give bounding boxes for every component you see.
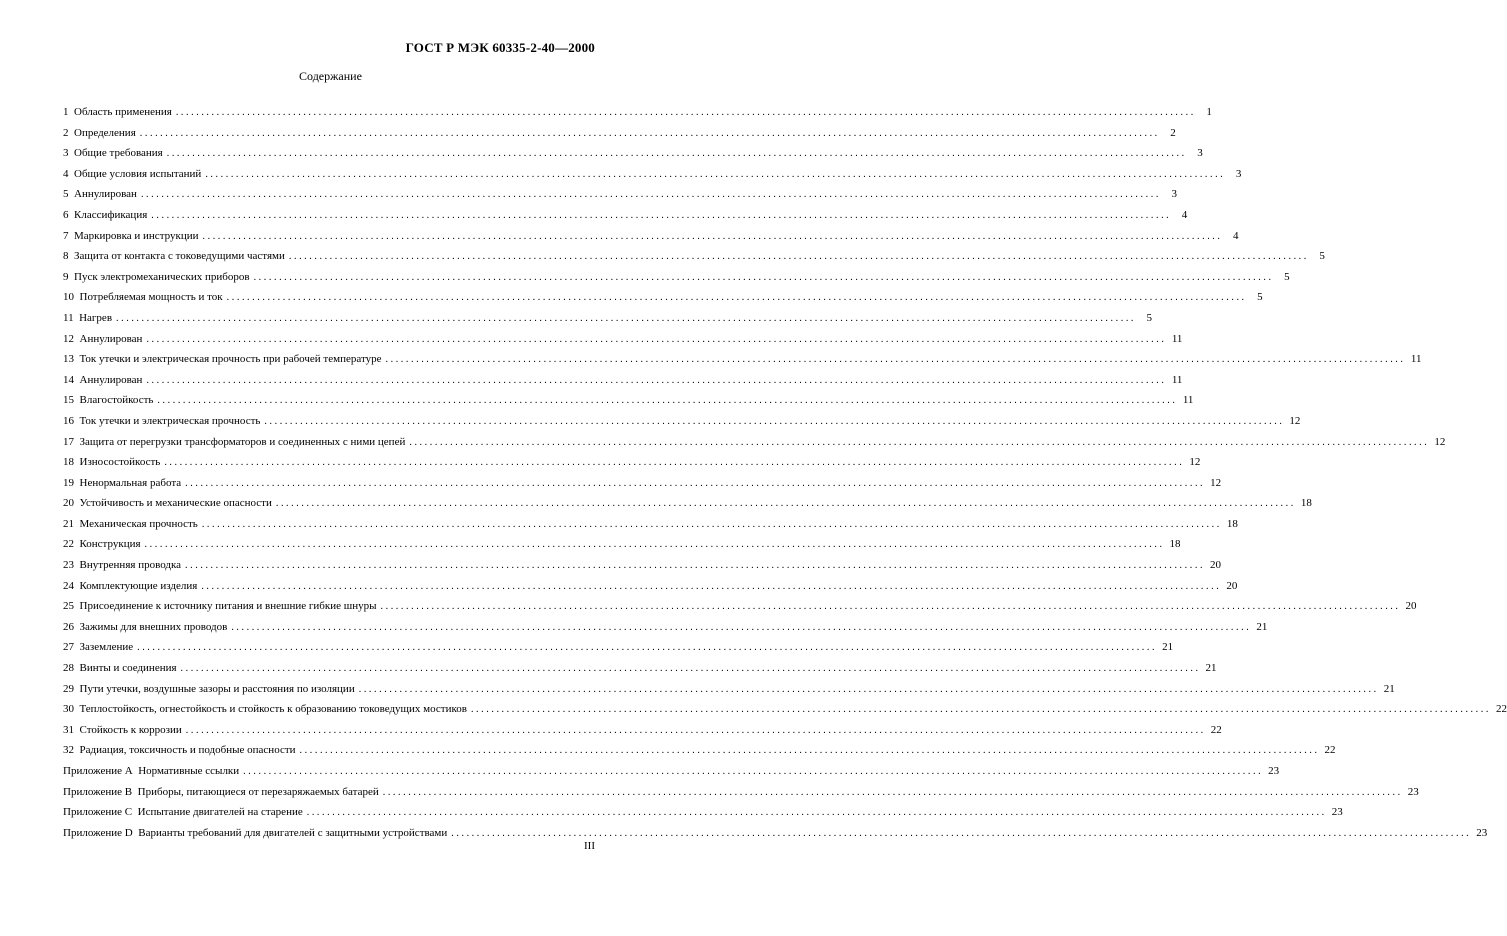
toc-entry-page: 18	[1226, 517, 1238, 530]
toc-entry-title: Аннулирован	[74, 188, 137, 201]
toc-entry-page: 5	[1319, 250, 1325, 263]
toc-entry	[63, 555, 1222, 576]
toc-entry-title: Присоединение к источнику питания и внешние гибкие шнуры	[79, 600, 377, 613]
toc-entry-title: Область применения	[74, 106, 172, 118]
toc-entry-title: Зажимы для внешних проводов	[79, 620, 228, 633]
toc-leader-dots: ........................................................................................................................................................................................................	[144, 539, 1165, 551]
toc-entry-number: 32	[63, 744, 74, 757]
toc-entry-page: 22	[1324, 744, 1336, 757]
toc-entry-page: 20	[1210, 559, 1222, 572]
toc-entry-number: 12	[63, 332, 74, 345]
toc-entry-title: Устойчивость и механические опасности	[79, 497, 272, 510]
toc-entry-title: Механическая прочность	[79, 517, 198, 530]
toc-entry	[63, 699, 1507, 720]
toc-entry	[63, 308, 1153, 329]
toc-entry-title: Ток утечки и электрическая прочность	[79, 414, 261, 427]
toc-leader-dots: ........................................................................................................................................................................................................	[243, 766, 1264, 777]
toc-entry	[63, 164, 1242, 185]
toc-entry-title: Аннулирован	[79, 373, 143, 386]
toc-entry	[63, 514, 1238, 535]
toc-entry-page: 23	[1407, 785, 1419, 798]
toc-leader-dots: ........................................................................................................................................................................................................	[180, 663, 1201, 675]
toc-leader-dots: ........................................................................................................................................................................................................	[358, 683, 1379, 695]
toc-leader-dots: ........................................................................................................................................................................................................	[185, 560, 1206, 572]
toc-leader-dots: ........................................................................................................................................................................................................	[299, 745, 1320, 757]
toc-entry-page: 20	[1405, 600, 1417, 613]
toc-leader-dots: ........................................................................................................................................................................................................	[385, 354, 1406, 366]
toc-entry-title: Теплостойкость, огнестойкость и стойкость к образованию токоведущих мостиков	[79, 703, 467, 716]
toc-entry-number: 8	[63, 250, 69, 263]
toc-leader-dots: ........................................................................................................................................................................................................	[202, 230, 1223, 242]
toc-entry-page: 11	[1410, 353, 1422, 366]
toc-leader-dots: ........................................................................................................................................................................................................	[201, 580, 1222, 592]
toc-entry-page: 23	[1268, 765, 1280, 777]
toc-entry-number: 19	[63, 476, 74, 489]
toc-entry-page: 11	[1171, 373, 1183, 386]
toc-entry	[63, 143, 1203, 164]
toc-entry-page: 12	[1210, 476, 1222, 489]
toc-entry-page: 18	[1300, 497, 1312, 510]
toc-entry-title: Общие условия испытаний	[74, 167, 202, 180]
toc-entry-title: Защита от контакта с токоведущими частями	[74, 250, 285, 263]
toc-entry-title: Радиация, токсичность и подобные опасности	[79, 744, 296, 757]
toc-entry-title: Износостойкость	[79, 456, 161, 469]
toc-entry	[63, 617, 1268, 638]
toc-leader-dots: ........................................................................................................................................................................................................	[139, 127, 1160, 139]
toc-entry-title: Классификация	[74, 208, 148, 221]
toc-leader-dots: ........................................................................................................................................................................................................	[175, 107, 1196, 118]
page-title: Содержание	[299, 69, 362, 83]
toc-entry-number: 17	[63, 435, 74, 448]
toc-entry-title: Потребляемая мощность и ток	[79, 291, 223, 304]
toc-entry-number: 25	[63, 600, 74, 613]
toc-entry-number: 4	[63, 167, 69, 180]
toc-entry	[63, 802, 1343, 823]
toc-entry	[63, 411, 1301, 432]
toc-entry-title: Защита от перегрузки трансформаторов и соединенных с ними цепей	[79, 435, 406, 448]
toc-entry	[63, 596, 1417, 617]
toc-entry-page: 4	[1233, 229, 1239, 242]
toc-entry-page: 5	[1146, 311, 1153, 324]
toc-entry-page: 22	[1495, 703, 1507, 716]
toc-leader-dots: ........................................................................................................................................................................................................	[382, 786, 1403, 798]
toc-entry-number: 31	[63, 723, 74, 736]
toc-leader-dots: ........................................................................................................................................................................................................	[380, 601, 1401, 613]
toc-entry-title: Маркировка и инструкции	[74, 229, 199, 242]
toc-entry-number: 1	[63, 106, 69, 118]
toc-entry-number: 9	[63, 270, 69, 283]
toc-entry-number: Приложение С	[63, 806, 133, 819]
toc-entry	[63, 761, 1280, 782]
toc-entry-page: 12	[1434, 435, 1446, 448]
toc-entry-title: Ток утечки и электрическая прочность при рабочей температуре	[79, 353, 382, 366]
toc-entry-number: Приложение В	[63, 785, 133, 798]
toc-entry	[63, 782, 1419, 803]
toc-entry	[63, 267, 1290, 288]
toc-entry-title: Определения	[74, 126, 136, 139]
toc-entry	[63, 123, 1176, 144]
toc-entry-number: 10	[63, 291, 74, 304]
toc-entry	[63, 740, 1336, 761]
toc-entry-title: Пуск электромеханических приборов	[74, 270, 250, 283]
toc-entry	[63, 329, 1183, 350]
toc-entry-page: 21	[1256, 620, 1268, 633]
toc-leader-dots: ........................................................................................................................................................................................................	[201, 518, 1222, 530]
toc-entry	[63, 226, 1239, 247]
toc-entry-page: 3	[1171, 188, 1177, 201]
toc-entry	[63, 576, 1238, 597]
toc-leader-dots: ........................................................................................................................................................................................................	[151, 209, 1172, 221]
toc-entry-page: 3	[1197, 147, 1203, 160]
toc-entry-number: 7	[63, 229, 69, 242]
toc-entry-number: 18	[63, 456, 74, 469]
toc-entry-number: Приложение А	[63, 765, 133, 777]
toc-entry-page: 21	[1383, 682, 1395, 695]
toc-leader-dots: ........................................................................................................................................................................................................	[185, 724, 1206, 736]
toc-entry-number: 11	[63, 311, 74, 324]
toc-entry	[63, 493, 1312, 514]
toc-entry-number: 2	[63, 126, 69, 139]
toc-entry-number: 15	[63, 394, 74, 407]
toc-entry-page: 12	[1289, 414, 1301, 427]
toc-entry	[63, 349, 1422, 370]
toc-entry	[63, 432, 1446, 453]
toc-entry-title: Конструкция	[79, 538, 141, 551]
toc-entry	[63, 205, 1188, 226]
toc-leader-dots: ........................................................................................................................................................................................................	[306, 807, 1327, 819]
toc-leader-dots: ........................................................................................................................................................................................................	[226, 292, 1247, 304]
toc-leader-dots: ........................................................................................................................................................................................................	[275, 498, 1296, 510]
toc-entry-number: Приложение D	[63, 826, 133, 839]
toc-entry	[63, 452, 1201, 473]
toc-entry-page: 18	[1169, 538, 1181, 551]
toc-entry-number: 23	[63, 559, 74, 572]
toc-entry-page: 23	[1476, 826, 1488, 839]
toc-entry-page: 5	[1257, 291, 1263, 304]
toc-entry-title: Приборы, питающиеся от перезаряжаемых батарей	[137, 785, 379, 798]
toc-entry-page: 5	[1284, 270, 1290, 283]
toc-leader-dots: ........................................................................................................................................................................................................	[164, 457, 1185, 469]
toc-entry-title: Стойкость к коррозии	[79, 723, 182, 736]
toc-leader-dots: ........................................................................................................................................................................................................	[288, 251, 1309, 263]
toc-entry-title: Аннулирован	[79, 332, 143, 345]
toc-leader-dots: ........................................................................................................................................................................................................	[231, 621, 1252, 633]
toc-entry-number: 16	[63, 414, 74, 427]
table-of-contents	[63, 102, 1507, 843]
toc-entry-number: 20	[63, 497, 74, 510]
toc-entry-title: Заземление	[79, 641, 134, 654]
toc-entry-number: 3	[63, 147, 69, 160]
toc-entry-page: 21	[1162, 641, 1174, 654]
toc-entry	[63, 287, 1263, 308]
toc-entry-page: 12	[1189, 456, 1201, 469]
toc-entry	[63, 720, 1222, 741]
toc-leader-dots: ........................................................................................................................................................................................................	[205, 168, 1226, 180]
toc-entry-page: 23	[1331, 806, 1343, 819]
toc-entry-title: Винты и соединения	[79, 662, 177, 675]
toc-entry	[63, 246, 1325, 267]
toc-entry-title: Нагрев	[79, 311, 113, 324]
toc-entry	[63, 823, 1488, 844]
toc-entry	[63, 390, 1194, 411]
toc-entry-number: 14	[63, 373, 74, 386]
toc-entry-number: 26	[63, 620, 74, 633]
toc-entry-title: Внутренняя проводка	[79, 559, 182, 572]
document-code: ГОСТ Р МЭК 60335-2-40—2000	[405, 40, 595, 55]
toc-entry-number: 24	[63, 579, 74, 592]
toc-entry-title: Комплектующие изделия	[79, 579, 198, 592]
toc-entry	[63, 679, 1395, 700]
toc-entry-number: 30	[63, 703, 74, 716]
toc-entry-page: 3	[1235, 167, 1242, 180]
toc-entry-number: 28	[63, 662, 74, 675]
toc-entry-number: 13	[63, 353, 74, 366]
toc-entry-page: 11	[1182, 394, 1194, 407]
toc-entry-page: 1	[1206, 106, 1212, 118]
page-number: III	[584, 840, 595, 852]
toc-leader-dots: ........................................................................................................................................................................................................	[253, 271, 1274, 283]
toc-entry-page: 11	[1171, 332, 1183, 345]
toc-leader-dots: ........................................................................................................................................................................................................	[185, 477, 1206, 489]
toc-leader-dots: ........................................................................................................................................................................................................	[264, 415, 1285, 427]
toc-leader-dots: ........................................................................................................................................................................................................	[146, 374, 1167, 386]
toc-leader-dots: ........................................................................................................................................................................................................	[166, 148, 1187, 160]
toc-entry-title: Влагостойкость	[79, 394, 154, 407]
toc-leader-dots: ........................................................................................................................................................................................................	[137, 642, 1158, 654]
toc-entry-number: 27	[63, 641, 74, 654]
toc-entry-number: 29	[63, 682, 74, 695]
toc-entry-number: 6	[63, 208, 69, 221]
toc-leader-dots: ........................................................................................................................................................................................................	[470, 704, 1491, 716]
toc-entry	[63, 184, 1177, 205]
toc-entry-number: 5	[63, 188, 69, 201]
toc-leader-dots: ........................................................................................................................................................................................................	[451, 827, 1472, 839]
toc-leader-dots: ........................................................................................................................................................................................................	[116, 312, 1137, 324]
toc-entry	[63, 637, 1174, 658]
toc-entry	[63, 473, 1222, 494]
toc-entry-title: Пути утечки, воздушные зазоры и расстояния по изоляции	[79, 682, 355, 695]
toc-leader-dots: ........................................................................................................................................................................................................	[146, 333, 1167, 345]
toc-entry-title: Испытание двигателей на старение	[137, 806, 303, 819]
toc-entry-number: 22	[63, 538, 74, 551]
toc-leader-dots: ........................................................................................................................................................................................................	[157, 395, 1178, 407]
toc-leader-dots: ........................................................................................................................................................................................................	[140, 189, 1161, 201]
toc-entry	[63, 534, 1181, 555]
toc-entry-page: 20	[1226, 579, 1238, 592]
toc-entry-title: Ненормальная работа	[79, 476, 182, 489]
toc-leader-dots: ........................................................................................................................................................................................................	[409, 436, 1430, 448]
toc-entry-page: 4	[1181, 208, 1188, 221]
toc-entry-title: Нормативные ссылки	[138, 765, 240, 777]
toc-entry-page: 2	[1170, 126, 1176, 139]
toc-entry-page: 22	[1210, 723, 1222, 736]
toc-entry-page: 21	[1205, 662, 1217, 675]
toc-entry-title: Общие требования	[74, 147, 163, 160]
toc-entry	[63, 370, 1183, 391]
toc-entry	[63, 102, 1212, 123]
toc-entry-title: Варианты требований для двигателей с защитными устройствами	[138, 826, 448, 839]
toc-entry	[63, 658, 1217, 679]
toc-entry-number: 21	[63, 517, 74, 530]
